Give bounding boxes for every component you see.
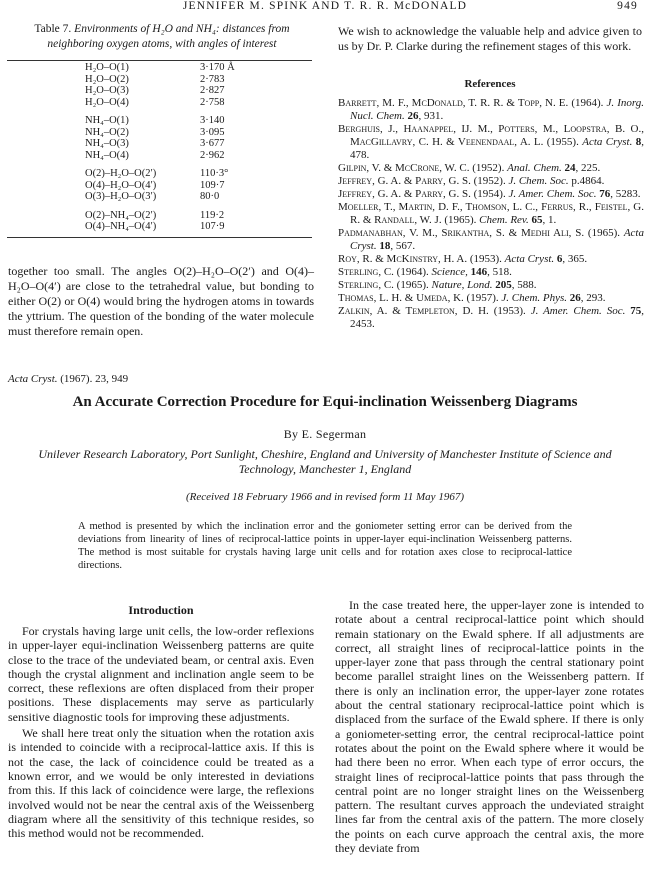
section-heading-introduction: Introduction: [128, 603, 194, 617]
reference-year: (1965).: [396, 279, 429, 291]
reference-journal: J. Chem. Soc.: [508, 175, 569, 187]
reference-authors: Barrett, M. F., McDonald, T. R. R. & Topp, N. E.: [338, 97, 569, 109]
reference-journal: Acta Cryst.: [582, 136, 633, 148]
reference-page: , 293.: [580, 292, 606, 304]
reference-item: [338, 175, 644, 188]
reference-item: [338, 266, 644, 279]
reference-journal: J. Inorg. Nucl. Chem.: [350, 97, 645, 122]
table-rule-bottom: [7, 237, 312, 238]
reference-journal: J. Chem. Phys.: [501, 292, 568, 304]
table-cell-label: H₂O–O(2): [85, 73, 129, 85]
reference-year: (1952).: [473, 175, 506, 187]
table-row: [85, 62, 315, 74]
reference-authors: Jeffrey, G. A. & Parry, G. S.: [338, 188, 471, 200]
reference-page: , 5283.: [610, 188, 641, 200]
table-cell-value: 80·0: [200, 191, 220, 202]
reference-item: [338, 279, 644, 292]
reference-page: , 478.: [350, 136, 645, 161]
table-caption: [10, 22, 314, 52]
reference-page: , 588.: [511, 279, 537, 291]
reference-authors: Gilpin, V. & McCrone, W. C.: [338, 162, 470, 174]
table-row: [85, 115, 315, 127]
reference-volume: 146: [470, 266, 488, 278]
reference-year: (1953).: [469, 253, 502, 265]
table-cell-label: O(3)–H₂O–O(3′): [85, 191, 157, 202]
running-header: [0, 0, 650, 16]
table-cell-value: 109·7: [200, 179, 225, 191]
table-cell-label: NH₄–O(1): [85, 115, 129, 126]
reference-journal: Science,: [431, 266, 468, 278]
reference-year: (1952).: [472, 162, 505, 174]
reference-authors: Berghuis, J., Haanappel, IJ. M., Potters, M., Loopstra, B. O., MacGillavry, C. H. & Veenendaal, A. L.: [338, 123, 644, 148]
table-cell-value: 119·2: [200, 209, 225, 221]
reference-year: (1957).: [466, 292, 499, 304]
reference-journal: Acta Cryst.: [350, 227, 644, 252]
table-row: [85, 221, 315, 233]
reference-year: (1964).: [396, 266, 429, 278]
reference-page: , 931.: [418, 110, 444, 122]
table-cell-value: 3·677: [200, 138, 225, 149]
reference-authors: Thomas, L. H. & Umeda, K.: [338, 292, 464, 304]
table-cell-value: 2·758: [200, 96, 225, 108]
reference-authors: Sterling, C.: [338, 266, 394, 278]
table-cell-value: 2·827: [200, 85, 225, 96]
table-cell-label: NH₄–O(2): [85, 126, 129, 138]
reference-item: [338, 97, 644, 123]
reference-item: [338, 227, 644, 253]
reference-year: (1965).: [587, 227, 620, 239]
reference-item: [338, 123, 644, 162]
reference-journal: J. Amer. Chem. Soc.: [530, 305, 626, 317]
reference-item: [338, 305, 644, 331]
reference-volume: 6: [556, 253, 563, 265]
reference-page: , 567.: [390, 240, 416, 252]
reference-volume: 76: [599, 188, 611, 200]
reference-authors: Jeffrey, G. A. & Parry, G. S.: [338, 175, 471, 187]
article-byline: By E. Segerman: [283, 427, 367, 441]
reference-volume: 26: [407, 110, 419, 122]
citation-journal: Acta Cryst.: [8, 373, 58, 385]
reference-volume: 18: [379, 240, 391, 252]
reference-authors: Roy, R. & McKinstry, H. A.: [338, 253, 468, 265]
article-abstract: A method is presented by which the inclination error and the goniometer setting error can be derived from the deviations from linearity of lines of reciprocal-lattice points in upper-layer equi-inclination Weissenberg patterns. The method is most suitable for crystals having large unit cells and for rotation axes close to reciprocal-lattice directions.: [78, 521, 572, 571]
table-row: [85, 138, 315, 150]
table-cell-value: 3·095: [200, 126, 225, 138]
reference-year: (1954).: [473, 188, 506, 200]
reference-volume: 24: [564, 162, 576, 174]
reference-volume: 75: [630, 305, 642, 317]
reference-year: (1953).: [493, 305, 526, 317]
table-row: [85, 168, 315, 180]
table-row: [85, 150, 315, 162]
reference-item: [338, 292, 644, 305]
table-row: [85, 74, 315, 86]
reference-journal: Nature, Lond.: [431, 279, 493, 291]
reference-volume: 205: [495, 279, 512, 291]
table-cell-label: NH₄–O(4): [85, 149, 129, 161]
reference-volume: 65: [531, 214, 543, 226]
table-cell-value: 3·170 Å: [200, 62, 235, 73]
journal-citation: [8, 373, 128, 385]
table-row: [85, 191, 315, 203]
reference-journal: Anal. Chem.: [507, 162, 562, 174]
reference-journal: Acta Cryst.: [504, 253, 555, 265]
table-cell-label: H₂O–O(1): [85, 62, 129, 73]
table-cell-value: 3·140: [200, 115, 225, 126]
table-cell-label: O(4)–H₂O–O(4′): [85, 179, 157, 191]
references-list: [338, 97, 644, 331]
reference-item: [338, 201, 644, 227]
table-row: [85, 97, 315, 109]
citation-year-volume: (1967). 23, 949: [60, 373, 129, 385]
reference-authors: Zalkin, A. & Templeton, D. H.: [338, 305, 489, 317]
table-cell-value: 2·962: [200, 149, 225, 161]
table-cell-value: 110·3°: [200, 168, 229, 179]
reference-volume: 26: [569, 292, 581, 304]
page-number: 949: [617, 0, 638, 12]
reference-page: , 1.: [542, 214, 557, 226]
reference-volume: 8: [635, 136, 642, 148]
introduction-paragraph: We shall here treat only the situation when the rotation axis is intended to coincide with a reciprocal-lattice axis. If this is not the case, the lack of coincidence could be treated as a known error, and we would be only interested in deviations from this. If this lack of coincidence were large, the reflexions involved would not be near the central axis of the Weissenberg diagram where all the sensitivity of this technique resides, so this method would not be recommended.: [8, 726, 314, 841]
introduction-right-column: In the case treated here, the upper-layer zone is intended to rotate about a central reciprocal-lattice point which should remain stationary on the Ewald sphere. If all adjustments are correct, all straight lines of reciprocal-lattice points in the upper-layer zone that pass through the central stationary point become parallel straight lines on the Weissenberg pattern. If there is only an inclination error, the upper-layer zone rotates about the central stationary reciprocal-lattice point which is displaced from the surface of the Ewald sphere. If there is only a goniometer-setting error, the central reciprocal-lattice point rotates about the point on the Ewald sphere where it would be had there been no error. When each type of error occurs, the straight lines of reciprocal-lattice points that pass through the central point are no longer straight lines on the Weissenberg pattern. The resultant curves approach the undeviated straight lines far from the central axis of the pattern. The more closely the points on each curve approach the central axis, the more they deviate from: [335, 598, 644, 856]
reference-authors: Moeller, T., Martin, D. F., Thomson, L. C., Ferrus, R., Feistel, G. R. & Randall, W. J.: [338, 201, 644, 226]
reference-page: , 365.: [562, 253, 588, 265]
body-paragraph-continued: together too small. The angles O(2)–H₂O–O(2′) and O(4)–H₂O–O(4′) are close to the tetrahedral value, but bonding to either O(2) or O(4) would bring the hydrogen atoms in towards the yttrium. The question of the bonding of the water molecule must therefore remain open.: [8, 264, 314, 338]
table-cell-label: O(2)–NH₄–O(2′): [85, 209, 157, 221]
introduction-paragraph: For crystals having large unit cells, the low-order reflexions in upper-layer equi-inclination Weissenberg patterns are quite close to the trace of the undeviated beam, or central axis. Even though the crystal alignment and inclination angle seem to be correct, these reflexions are often displaced from their proper positions. These displacements may serve as particularly sensitive diagnostic tools for improving these adjustments.: [8, 624, 314, 724]
table-row: [85, 127, 315, 139]
article-received: (Received 18 February 1966 and in revised form 11 May 1967): [186, 491, 464, 503]
reference-page: , 2453.: [350, 305, 644, 330]
reference-year: (1965).: [444, 214, 477, 226]
article-title: An Accurate Correction Procedure for Equi-inclination Weissenberg Diagrams: [72, 394, 578, 410]
reference-page: , 518.: [487, 266, 512, 278]
running-header-title: JENNIFER M. SPINK AND T. R. R. McDONALD: [182, 0, 468, 12]
table-cell-label: H₂O–O(4): [85, 96, 129, 108]
references-heading: References: [464, 78, 516, 90]
table-row: [85, 85, 315, 97]
table-cell-label: O(2)–H₂O–O(2′): [85, 168, 157, 179]
table-cell-value: 107·9: [200, 221, 225, 232]
table-cell-label: NH₄–O(3): [85, 138, 129, 149]
table-caption-text: Environments of H₂O and NH₄: distances from neighboring oxygen atoms, with angles of interest: [47, 23, 290, 50]
reference-item: [338, 162, 644, 175]
table-row: [85, 180, 315, 192]
reference-authors: Padmanabhan, V. M., Srikantha, S. & Medhi Ali, S.: [338, 227, 585, 239]
reference-page: p.4864.: [571, 175, 605, 187]
reference-year: (1955).: [546, 136, 579, 148]
table-7: [85, 62, 315, 238]
reference-authors: Sterling, C.: [338, 279, 394, 291]
table-cell-label: H₂O–O(3): [85, 85, 129, 96]
table-cell-value: 2·783: [200, 73, 225, 85]
reference-item: [338, 253, 644, 266]
table-cell-label: O(4)–NH₄–O(4′): [85, 221, 157, 232]
table-caption-label: Table 7.: [34, 23, 75, 35]
reference-journal: J. Amer. Chem. Soc.: [508, 188, 597, 200]
reference-journal: Chem. Rev.: [479, 214, 529, 226]
article-affiliation: Unilever Research Laboratory, Port Sunlight, Cheshire, England and University of Manchester Institute of Science and Technology, Manchester 1, England: [38, 447, 612, 476]
table-rule-top: [7, 60, 312, 61]
introduction-left-column: [8, 624, 314, 840]
acknowledgement: We wish to acknowledge the valuable help and advice given to us by Dr. P. Clarke during the refinement stages of this work.: [338, 24, 642, 53]
reference-item: [338, 188, 644, 201]
table-row: [85, 210, 315, 222]
reference-page: , 225.: [575, 162, 601, 174]
reference-year: (1964).: [571, 97, 604, 109]
